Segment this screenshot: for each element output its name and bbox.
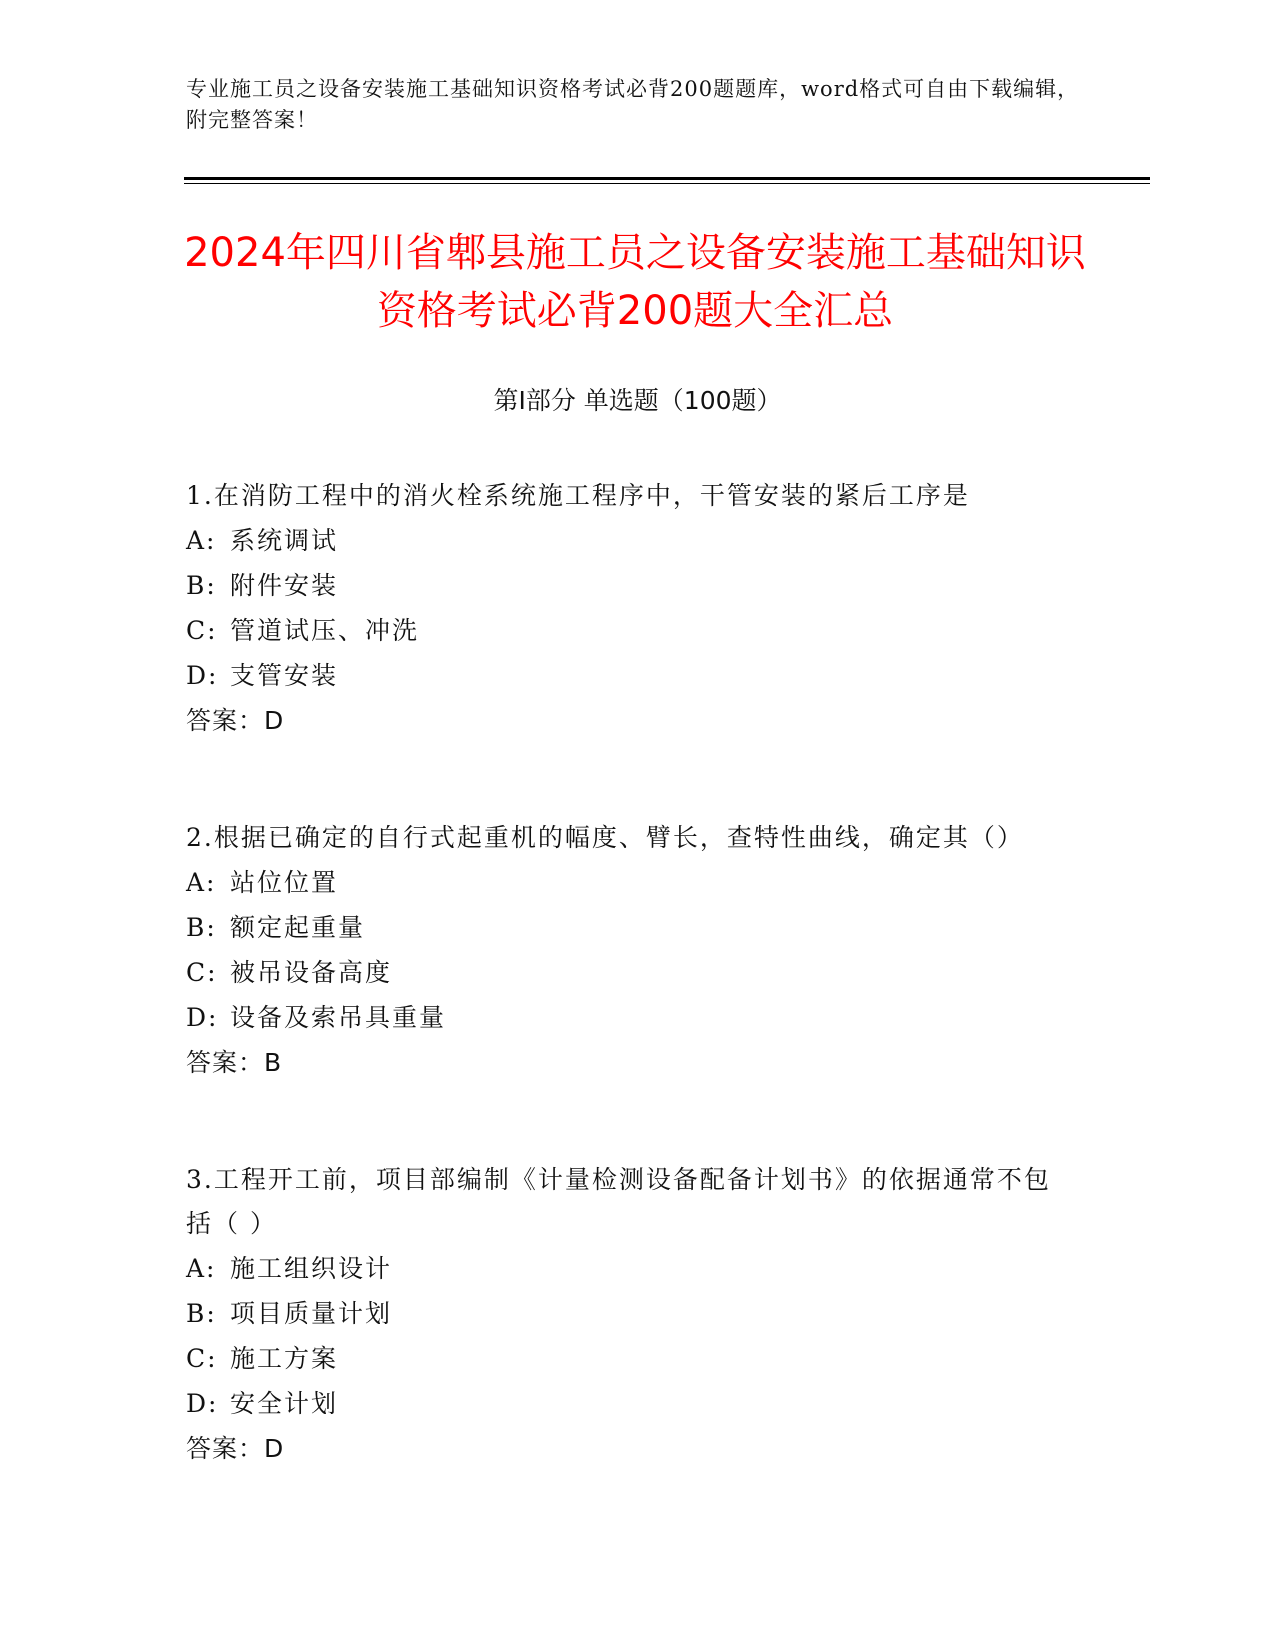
option-text: 安全计划: [230, 1389, 339, 1418]
header-rule-thick: [184, 177, 1150, 180]
question-2: [186, 816, 1066, 1086]
option-text: 系统调试: [230, 526, 339, 555]
option-d: [186, 995, 1066, 1040]
option-text: 被吊设备高度: [230, 958, 393, 987]
option-b: [186, 1291, 1066, 1336]
answer: 答案：D: [186, 1434, 285, 1463]
option-a: [186, 1246, 1066, 1291]
option-letter: B:: [186, 571, 217, 600]
option-text: 额定起重量: [230, 913, 366, 942]
option-text: 施工方案: [230, 1344, 339, 1373]
option-text: 管道试压、冲洗: [230, 616, 420, 645]
option-d: [186, 653, 1066, 698]
question-list: [186, 474, 1066, 1544]
option-b: [186, 563, 1066, 608]
option-letter: A:: [186, 868, 217, 897]
option-text: 附件安装: [230, 571, 339, 600]
option-d: [186, 1381, 1066, 1426]
option-letter: D:: [186, 661, 219, 690]
question-3: [186, 1158, 1066, 1472]
option-c: [186, 608, 1066, 653]
option-letter: C:: [186, 958, 218, 987]
question-stem: 1.在消防工程中的消火栓系统施工程序中，干管安装的紧后工序是: [186, 481, 970, 510]
header-note: 专业施工员之设备安装施工基础知识资格考试必背200题题库，word格式可自由下载编辑，附完整答案！: [186, 77, 1080, 132]
document-title: 2024年四川省郫县施工员之设备安装施工基础知识资格考试必背200题大全汇总: [184, 230, 1086, 334]
answer: 答案：B: [186, 1048, 283, 1077]
option-text: 站位位置: [230, 868, 339, 897]
option-letter: B:: [186, 1299, 217, 1328]
option-c: [186, 1336, 1066, 1381]
option-a: [186, 518, 1066, 563]
question-stem: 2.根据已确定的自行式起重机的幅度、臂长，查特性曲线，确定其（）: [186, 823, 1024, 852]
option-letter: D:: [186, 1389, 219, 1418]
option-b: [186, 905, 1066, 950]
option-letter: A:: [186, 526, 217, 555]
option-text: 施工组织设计: [230, 1254, 393, 1283]
option-c: [186, 950, 1066, 995]
option-letter: B:: [186, 913, 217, 942]
option-letter: C:: [186, 1344, 218, 1373]
answer: 答案：D: [186, 706, 285, 735]
question-stem: 3.工程开工前，项目部编制《计量检测设备配备计划书》的依据通常不包括（ ）: [186, 1165, 1051, 1238]
header-rule-thin: [184, 183, 1150, 184]
option-text: 项目质量计划: [230, 1299, 393, 1328]
option-text: 设备及索吊具重量: [230, 1003, 447, 1032]
option-a: [186, 860, 1066, 905]
option-letter: D:: [186, 1003, 219, 1032]
option-letter: A:: [186, 1254, 217, 1283]
section-heading: 第I部分 单选题（100题）: [493, 386, 782, 415]
option-text: 支管安装: [230, 661, 339, 690]
question-1: [186, 474, 1066, 744]
option-letter: C:: [186, 616, 218, 645]
